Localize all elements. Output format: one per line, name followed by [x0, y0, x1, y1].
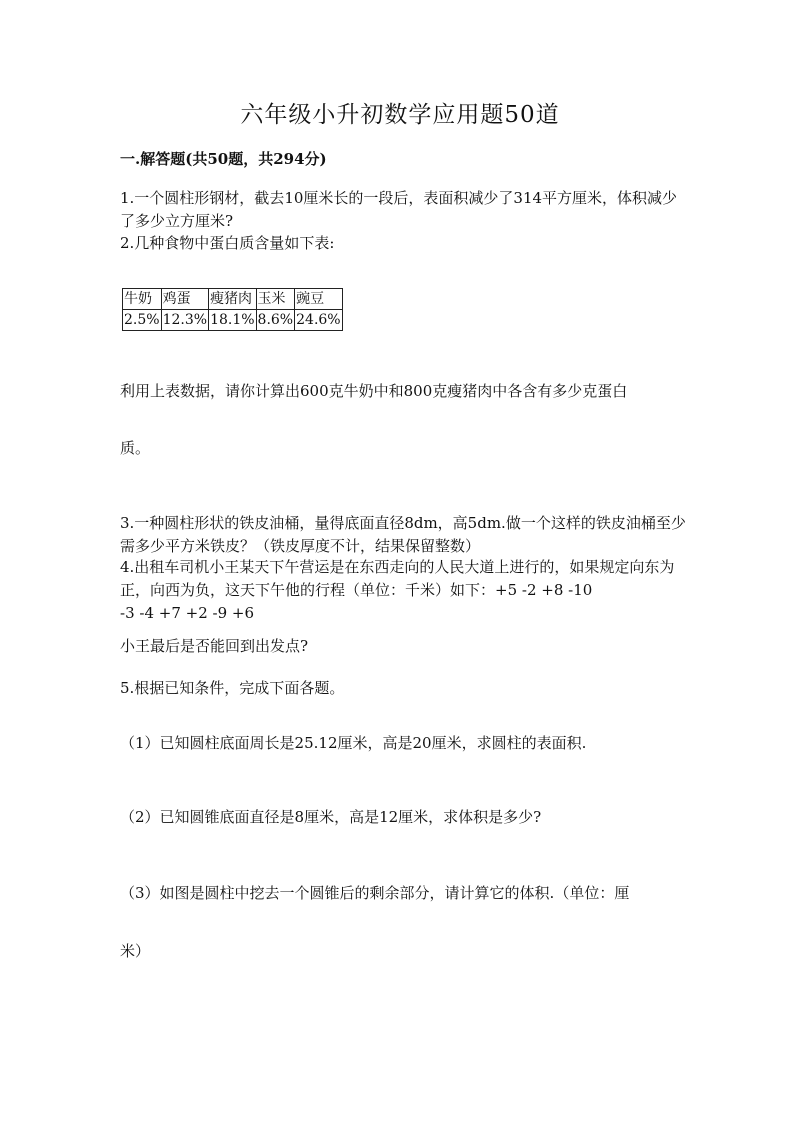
question-4-values: -3 -4 +7 +2 -9 +6 — [120, 604, 255, 622]
table-cell: 2.5% — [123, 310, 162, 331]
question-3: 3.一种圆柱形状的铁皮油桶，量得底面直径8dm，高5dm.做一个这样的铁皮油桶至少需多少平方米铁皮？（铁皮厚度不计，结果保留整数） — [120, 514, 686, 555]
question-1: 1.一个圆柱形钢材，截去10厘米长的一段后，表面积减少了314平方厘米，体积减少了多少立方厘米? — [120, 189, 678, 230]
question-2-text-continued: 质。 — [120, 439, 151, 457]
table-header-cell: 瘦猪肉 — [209, 289, 256, 310]
question-2-intro: 2.几种食物中蛋白质含量如下表: — [120, 234, 335, 252]
table-header-cell: 玉米 — [256, 289, 295, 310]
table-cell: 24.6% — [295, 310, 342, 331]
table-cell: 8.6% — [256, 310, 295, 331]
question-5-part-1: （1）已知圆柱底面周长是25.12厘米，高是20厘米，求圆柱的表面积. — [120, 734, 587, 752]
question-5-intro: 5.根据已知条件，完成下面各题。 — [120, 679, 345, 697]
table-header-cell: 牛奶 — [123, 289, 162, 310]
table-header-row — [123, 289, 343, 310]
table-header-cell: 鸡蛋 — [161, 289, 208, 310]
protein-content-table — [122, 288, 343, 331]
question-5-part-3: （3）如图是圆柱中挖去一个圆锥后的剩余部分，请计算它的体积.（单位：厘 — [120, 884, 630, 902]
page-title: 六年级小升初数学应用题50道 — [240, 102, 560, 128]
table-cell: 12.3% — [161, 310, 208, 331]
question-4: 4.出租车司机小王某天下午营运是在东西走向的人民大道上进行的，如果规定向东为正，向西为负，这天下午他的行程（单位：千米）如下：+5 -2 +8 -10 — [120, 558, 675, 599]
question-2-text: 利用上表数据，请你计算出600克牛奶中和800克瘦猪肉中各含有多少克蛋白 — [120, 382, 628, 400]
table-header-cell: 豌豆 — [295, 289, 342, 310]
table-row — [123, 310, 343, 331]
table-cell: 18.1% — [209, 310, 256, 331]
question-5-part-2: （2）已知圆锥底面直径是8厘米，高是12厘米，求体积是多少? — [120, 808, 542, 826]
section-heading: 一.解答题(共50题，共294分) — [120, 150, 327, 168]
question-4-ask: 小王最后是否能回到出发点? — [120, 637, 309, 655]
question-5-part-3-continued: 米） — [120, 942, 151, 960]
